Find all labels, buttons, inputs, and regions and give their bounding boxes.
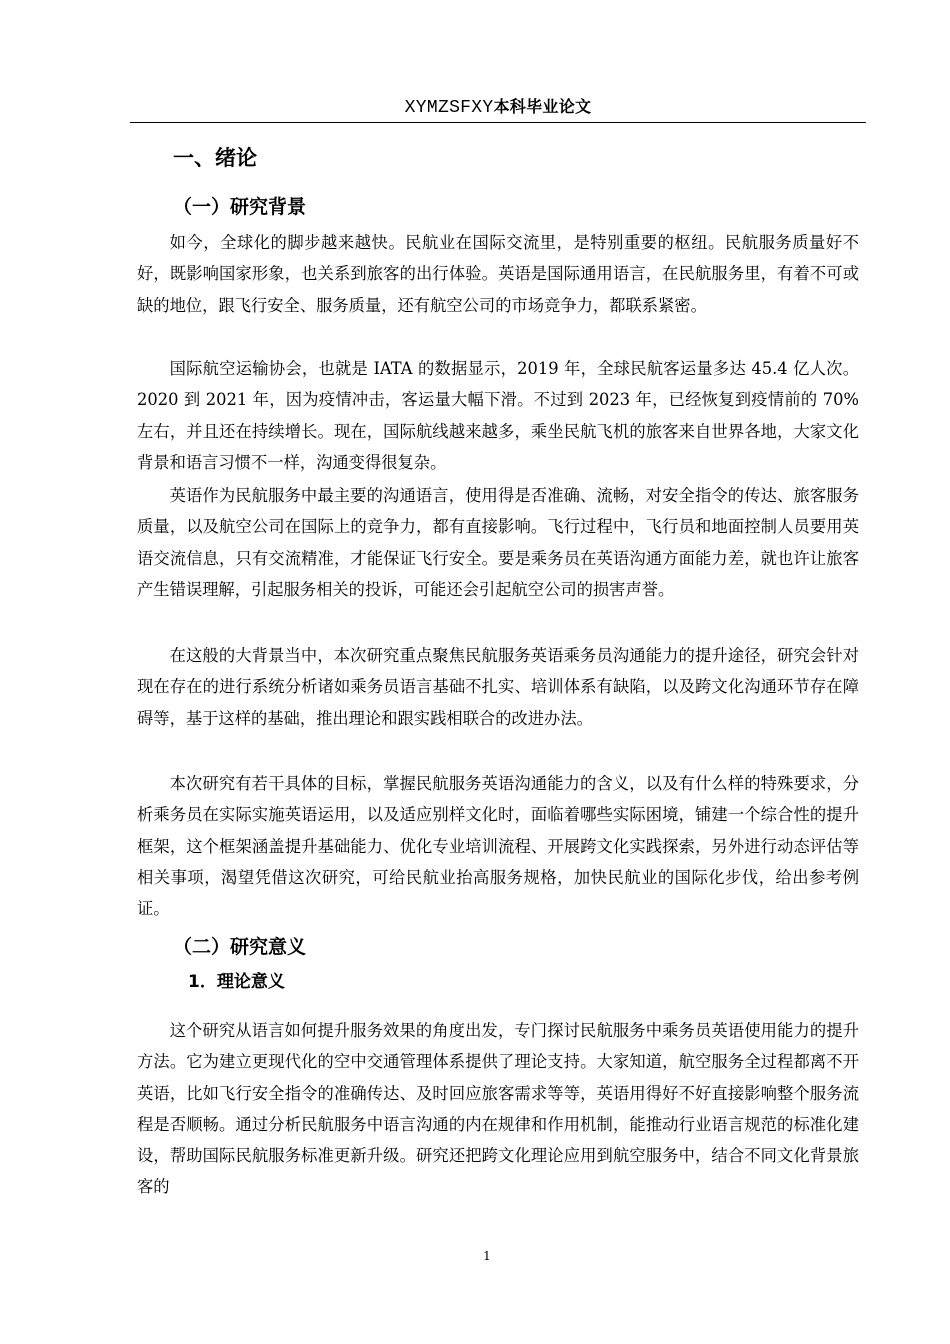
section-heading-background: （一）研究背景 [173, 196, 307, 218]
paragraph-2: 国际航空运输协会，也就是 IATA 的数据显示，2019 年，全球民航客运量多达 45.4 亿人次。2020 到 2021 年，因为疫情冲击，客运量大幅下滑。不过到 2023 年，已经恢复到疫情前的 70% 左右，并且还在持续增长。现在，国际航线越来越多，乘坐民航飞机的旅客来自世界各地，大家文化背景和语言习惯不一样，沟通变得很复杂。 [137, 359, 859, 472]
header-title: 本科毕业论文 [493, 97, 592, 116]
paragraph-1: 如今，全球化的脚步越来越快。民航业在国际交流里，是特别重要的枢纽。民航服务质量好不好，既影响国家形象，也关系到旅客的出行体验。英语是国际通用语言，在民航服务里，有着不可或缺的地位，跟飞行安全、服务质量，还有航空公司的市场竞争力，都联系紧密。 [137, 233, 859, 315]
header-school-code: XYMZSFXY [404, 98, 494, 118]
paragraph-5: 本次研究有若干具体的目标，掌握民航服务英语沟通能力的含义，以及有什么样的特殊要求，分析乘务员在实际实施英语运用，以及适应别样文化时，面临着哪些实际困境，铺建一个综合性的提升框架，这个框架涵盖提升基础能力、优化专业培训流程、开展跨文化实践探索，另外进行动态评估等相关事项，渴望凭借这次研究，可给民航业抬高服务规格，加快民航业的国际化步伐，给出参考例证。 [137, 774, 859, 919]
running-header [130, 94, 866, 121]
paragraph-3: 英语作为民航服务中最主要的沟通语言，使用得是否准确、流畅，对安全指令的传达、旅客服务质量，以及航空公司在国际上的竞争力，都有直接影响。飞行过程中，飞行员和地面控制人员要用英语交流信息，只有交流精准，才能保证飞行安全。要是乘务员在英语沟通方面能力差，就也许让旅客产生错误理解，引起服务相关的投诉，可能还会引起航空公司的损害声誉。 [137, 486, 859, 599]
header-divider [130, 122, 866, 123]
page-number: 1 [483, 1249, 491, 1263]
subsection-heading-theory: 1．理论意义 [188, 972, 285, 992]
paragraph-6: 这个研究从语言如何提升服务效果的角度出发，专门探讨民航服务中乘务员英语使用能力的提升方法。它为建立更现代化的空中交通管理体系提供了理论支持。大家知道，航空服务全过程都离不开英语，比如飞行安全指令的准确传达、及时回应旅客需求等等，英语用得好不好直接影响整个服务流程是否顺畅。通过分析民航服务中语言沟通的内在规律和作用机制，能推动行业语言规范的标准化建设，帮助国际民航服务标准更新升级。研究还把跨文化理论应用到航空服务中，结合不同文化背景旅客的 [137, 1021, 859, 1197]
section-heading-significance: （二）研究意义 [173, 936, 307, 958]
chapter-heading: 一、绪论 [173, 146, 257, 170]
paragraph-4: 在这般的大背景当中，本次研究重点聚焦民航服务英语乘务员沟通能力的提升途径，研究会针对现在存在的进行系统分析诸如乘务员语言基础不扎实、培训体系有缺陷，以及跨文化沟通环节存在障碍等，基于这样的基础，推出理论和跟实践相联合的改进办法。 [137, 646, 859, 728]
